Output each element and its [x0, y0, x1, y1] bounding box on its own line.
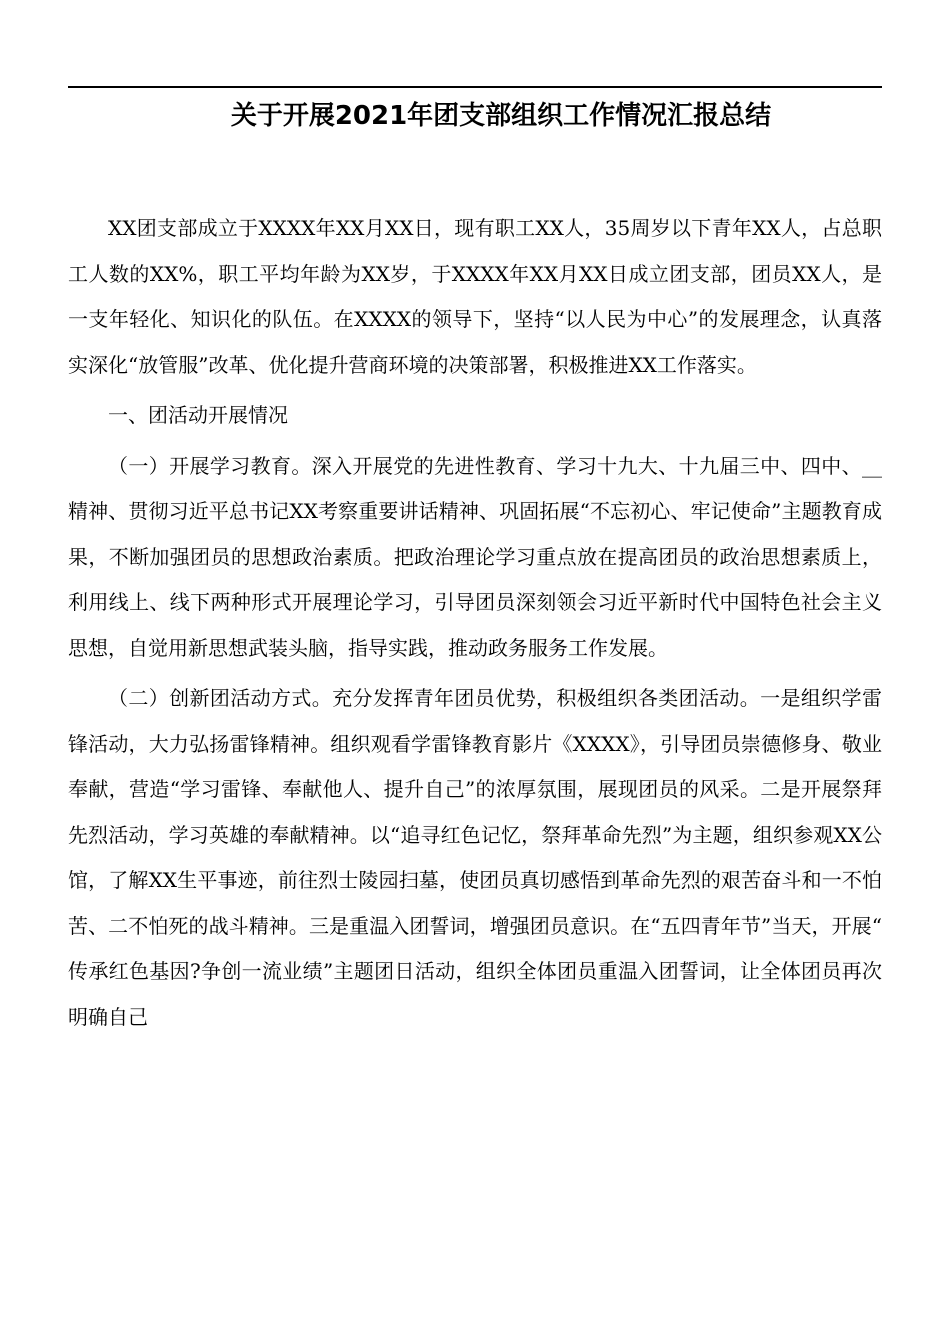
document-title: 关于开展2021年团支部组织工作情况汇报总结 — [230, 101, 772, 131]
header-rule — [68, 86, 882, 88]
section-heading: 一、团活动开展情况 — [108, 403, 288, 427]
paragraph-study-education: （一）开展学习教育。深入开展党的先进性教育、学习十九大、十九届三中、四中、__精神、贯彻习近平总书记XX考察重要讲话精神、巩固拓展“不忘初心、牢记使命”主题教育成果，不断加强团员的思想政治素质。把政治理论学习重点放在提高团员的政治思想素质上，利用线上、线下两种形式开展理论学习，引导团员深刻领会习近平新时代中国特色社会主义思想，自觉用新思想武装头脑，指导实践，推动政务服务工作发展。 — [68, 453, 882, 660]
paragraph-innovate-activities: （二）创新团活动方式。充分发挥青年团员优势，积极组织各类团活动。一是组织学雷锋活动，大力弘扬雷锋精神。组织观看学雷锋教育影片《XXXX》，引导团员崇德修身、敬业奉献，营造“学习雷锋、奉献他人、提升自己”的浓厚氛围，展现团员的风采。二是开展祭拜先烈活动，学习英雄的奉献精神。以“追寻红色记忆，祭拜革命先烈”为主题，组织参观XX公馆，了解XX生平事迹，前往烈士陵园扫墓，使团员真切感悟到革命先烈的艰苦奋斗和一不怕苦、二不怕死的战斗精神。三是重温入团誓词，增强团员意识。在“五四青年节”当天，开展“ 传承红色基因?争创一流业绩”主题团日活动，组织全体团员重温入团誓词，让全体团员再次明确自己 — [68, 686, 882, 1029]
paragraph-intro: XX团支部成立于XXXX年XX月XX日，现有职工XX人，35周岁以下青年XX人，占总职工人数的XX%，职工平均年龄为XX岁，于XXXX年XX月XX日成立团支部，团员XX人，是一支年轻化、知识化的队伍。在XXXX的领导下，坚持“以人民为中心”的发展理念，认真落实深化“放管服”改革、优化提升营商环境的决策部署，积极推进XX工作落实。 — [68, 216, 882, 377]
document-body — [68, 206, 882, 1040]
